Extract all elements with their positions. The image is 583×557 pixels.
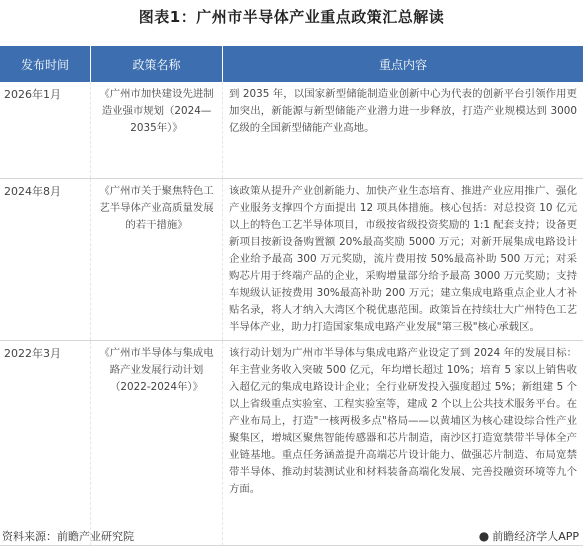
policy-time: 2024年8月: [0, 179, 91, 341]
policy-name: 《广州市加快建设先进制造业强市规划（2024—2035年）》: [91, 82, 223, 179]
policy-name: 《广州市半导体与集成电路产业发展行动计划（2022-2024年）》: [91, 341, 223, 546]
policy-content: 该行动计划为广州市半导体与集成电路产业设定了到 2024 年的发展目标：年主营业务收入突破 500 亿元，年均增长超过 10%；培育 5 家以上销售收入超亿元的集成电路设计企业；全行业研发投入强度超过 5%；新组建 5 个以上省级重点实验室、工程实验室等，建成 2 个以上公共技术服务平台。在产业布局上，打造"一核两极多点"格局——以黄埔区为核心建设综合性产业聚集区，增城区聚焦智能传感器和芯片制造，南沙区打造宽禁带半导体全产业链基地。重点任务涵盖提升高端芯片设计能力、做强芯片制造、布局宽禁带半导体、推动封装测试业和材料装备高端化发展、完善投融资环境等九个方面。: [223, 341, 583, 546]
column-header-name: 政策名称: [91, 46, 223, 82]
column-header-content: 重点内容: [223, 46, 583, 82]
policy-time: 2022年3月: [0, 341, 91, 546]
table-row: [0, 82, 583, 179]
footer: [0, 528, 583, 548]
policy-time: 2026年1月: [0, 82, 91, 179]
policy-name: 《广州市关于聚焦特色工艺半导体产业高质量发展的若干措施》: [91, 179, 223, 341]
table-row: [0, 341, 583, 546]
weibo-like-icon: ●: [478, 529, 490, 543]
brand-credit: [479, 528, 579, 544]
page-title: 图表1：广州市半导体产业重点政策汇总解读: [138, 8, 445, 26]
table-row: [0, 179, 583, 341]
policy-table: [0, 46, 583, 546]
brand-name: 前瞻经济学人APP: [492, 530, 579, 543]
table-header-row: [0, 46, 583, 82]
source-note: 资料来源：前瞻产业研究院: [2, 530, 134, 543]
policy-content: 到 2035 年，以国家新型储能制造业创新中心为代表的创新平台引领作用更加突出，新能源与新型储能产业潜力进一步释放，打造产业规模达到 3000 亿级的全国新型储能产业高地。: [223, 82, 583, 179]
policy-content: 该政策从提升产业创新能力、加快产业生态培育、推进产业应用推广、强化产业服务支撑四个方面提出 12 项具体措施。核心包括：对总投资 10 亿元以上的特色工艺半导体项目，市级按省级投资奖励的 1:1 配套支持；设备更新项目按新设备购置额 20%最高奖励 5000 万元；对新开展集成电路设计企业给予最高 300 万元奖励，流片费用按 50%最高补助 500 万元；对采购芯片用于终端产品的企业，采购增量部分给予最高 3000 万元奖励；支持车规级认证按费用 30%最高补助 200 万元；建立集成电路重点企业人才补贴名录，将人才纳入大湾区个税优惠范围。政策旨在持续壮大广州特色工艺半导体产业，助力打造国家集成电路产业发展"第三极"核心承载区。: [223, 179, 583, 341]
column-header-time: 发布时间: [0, 46, 91, 82]
